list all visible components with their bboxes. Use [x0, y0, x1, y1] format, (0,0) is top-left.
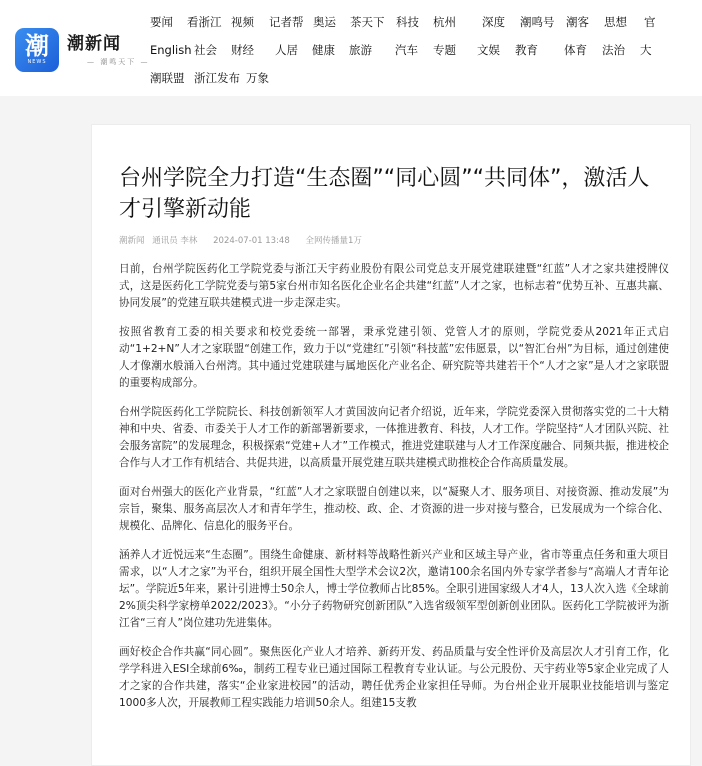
- nav-item[interactable]: 思想: [604, 15, 627, 29]
- nav-item[interactable]: 深度: [482, 15, 505, 29]
- article-paragraph: 按照省教育工委的相关要求和校党委统一部署，秉承党建引领、党管人才的原则，学院党委从2021年正式启动“1+2+N”人才之家联盟“创建工作，致力于以“党建红”引领“科技蓝”宏伟愿景，以“智汇台州”为目标，通过创建使人才像潮水般涌入台州湾。其中通过党建联建与属地医化产业名企、研究院等共建若干个“人才之家”是人才之家联盟的重要构成部分。: [119, 326, 669, 389]
- nav-item[interactable]: 社会: [194, 43, 217, 57]
- nav-item[interactable]: 科技: [396, 15, 419, 29]
- nav-item[interactable]: 奥运: [313, 15, 336, 29]
- article-body: [119, 261, 669, 724]
- site-header: [0, 0, 702, 96]
- nav-item[interactable]: 教育: [515, 43, 538, 57]
- nav-item[interactable]: 记者帮: [269, 15, 304, 29]
- article-paragraph: 画好校企合作共赢“同心圆”。聚焦医化产业人才培养、新药开发、药品质量与安全性评价及高层次人才引育工作，化学学科进入ESI全球前6‰，制药工程专业已通过国际工程教育专业认证。与公元股份、天宇药业等5家企业完成了人才之家的合作共建，落实“企业家进校园”的活动，聘任优秀企业家担任导师。为台州企业开展职业技能培训与鉴定1000多人次，开展教师工程实践能力培训50余人。组建15支教: [119, 646, 669, 709]
- article-title: 台州学院全力打造“生态圈”“同心圆”“共同体”，激活人才引擎新动能: [119, 166, 650, 222]
- nav-item[interactable]: 健康: [312, 43, 335, 57]
- article-reads: 全网传播量1万: [305, 236, 362, 246]
- nav-item[interactable]: 潮鸣号: [520, 15, 555, 29]
- article-meta: [119, 234, 367, 246]
- article-paragraph: 面对台州强大的医化产业背景，“红蓝”人才之家联盟自创建以来，以“凝聚人才、服务项目、对接资源、推动发展”为宗旨，聚集、服务高层次人才和青年学生，推动校、政、企、才资源的进一步对接与整合，已发展成为一个综合化、规模化、品牌化、信息化的服务平台。: [119, 486, 669, 532]
- nav-item[interactable]: 人居: [275, 43, 298, 57]
- nav-item[interactable]: 官: [644, 15, 656, 29]
- nav-item[interactable]: 汽车: [395, 43, 418, 57]
- nav-row-3: [150, 64, 702, 92]
- main-nav: [150, 8, 702, 92]
- nav-item[interactable]: 法治: [602, 43, 625, 57]
- article-reporters: 通讯员 李林: [152, 236, 198, 246]
- article-paragraph: 日前，台州学院医药化工学院党委与浙江天宇药业股份有限公司党总支开展党建联建暨“红蓝”人才之家共建授牌仪式，这是医药化工学院党委与第5家台州市知名医化企业名企共建“红蓝”人才之家，也标志着“优势互补、互惠共赢、协同发展”的党建互联共建模式进一步走深走实。: [119, 263, 669, 309]
- nav-row-2: [150, 36, 702, 64]
- nav-item[interactable]: English: [150, 43, 192, 57]
- nav-item[interactable]: 看浙江: [187, 15, 222, 29]
- article-paragraph: 台州学院医药化工学院院长、科技创新领军人才黄国波向记者介绍说，近年来，学院党委深入贯彻落实党的二十大精神和中央、省委、市委关于人才工作的新部署新要求，一体推进教育、科技，人才工作。学院坚持“人才团队兴院、社会服务富院”的发展理念，积极探索“党建+人才”工作模式，推进党建联建与人才工作深度融合、同频共振，推进校企合作与人才工作有机结合、共促共进，以高质量开展党建互联共建模式助推校企合作高质量发展。: [119, 406, 669, 469]
- article-datetime: 2024-07-01 13:48: [213, 236, 290, 246]
- logo-char: 潮: [25, 32, 49, 60]
- nav-item[interactable]: 旅游: [349, 43, 372, 57]
- nav-item[interactable]: 茶天下: [350, 15, 385, 29]
- nav-item[interactable]: 视频: [231, 15, 254, 29]
- article-source[interactable]: 潮新闻: [119, 236, 145, 246]
- article-card: [91, 124, 691, 766]
- logo-icon: [15, 28, 59, 72]
- site-logo[interactable]: [15, 28, 149, 72]
- article-paragraph: 涵养人才近悦远来“生态圈”。围绕生命健康、新材料等战略性新兴产业和区域主导产业，省市等重点任务和重大项目需求，以“人才之家”为平台，组织开展全国性大型学术会议2次，邀请100余名国内外专家学者参与“高端人才青年论坛”。学院近5年来，累计引进博士50余人，博士学位教师占比85%。全职引进国家级人才4人，13人次入选《全球前2%顶尖科学家榜单2022/2023》。“小分子药物研究创新团队”入选省级领军型创新创业团队。医药化工学院被评为浙江省“三育人”岗位建功先进集体。: [119, 549, 669, 629]
- logo-en: NEWS: [27, 59, 47, 65]
- nav-item[interactable]: 杭州: [433, 15, 456, 29]
- site-slogan: — 潮鸣天下 —: [87, 58, 150, 66]
- nav-item[interactable]: 财经: [231, 43, 254, 57]
- site-name: 潮新闻: [67, 34, 121, 54]
- nav-item[interactable]: 潮客: [566, 15, 589, 29]
- nav-item[interactable]: 浙江发布: [194, 71, 240, 85]
- nav-item[interactable]: 万象: [246, 71, 269, 85]
- nav-item[interactable]: 要闻: [150, 15, 173, 29]
- nav-item[interactable]: 专题: [433, 43, 456, 57]
- nav-item[interactable]: 潮联盟: [150, 71, 185, 85]
- nav-item[interactable]: 文娱: [477, 43, 500, 57]
- logo-text: [67, 33, 149, 67]
- nav-item[interactable]: 体育: [564, 43, 587, 57]
- nav-row-1: [150, 8, 702, 36]
- nav-item[interactable]: 大: [640, 43, 652, 57]
